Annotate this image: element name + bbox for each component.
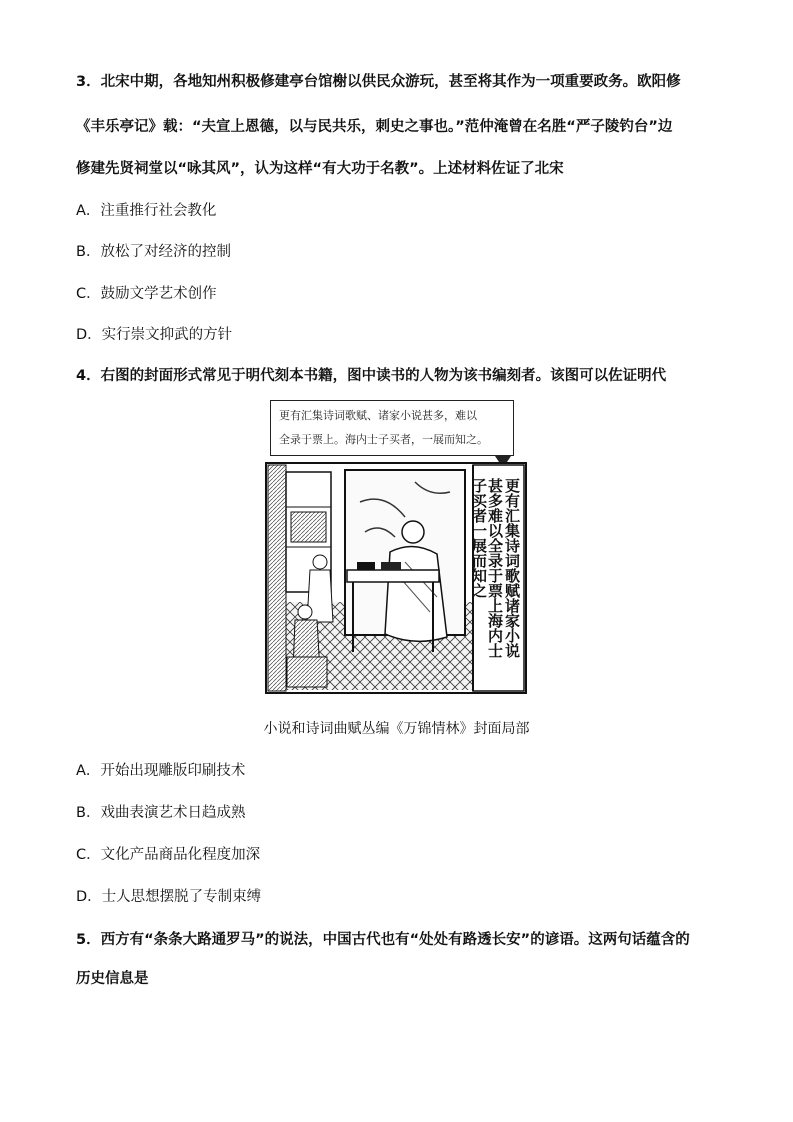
woodcut-column-1: 更有汇集诗词歌赋诸家小说 <box>503 478 521 658</box>
q4-option-a: A．开始出现雕版印刷技术 <box>76 763 246 779</box>
bubble-line-1: 更有汇集诗词歌赋、诸家小说甚多，难以 <box>279 409 477 422</box>
q4-option-b: B．戏曲表演艺术日趋成熟 <box>76 805 246 821</box>
figure-caption: 小说和诗词曲赋丛编《万锦情林》封面局部 <box>263 721 530 737</box>
q4-stem-line-1: 4．右图的封面形式常见于明代刻本书籍，图中读书的人物为该书编刻者。该图可以佐证明代 <box>76 368 667 384</box>
speech-bubble <box>270 400 514 456</box>
q3-option-a: A．注重推行社会教化 <box>76 203 217 219</box>
q3-stem-line-3: 修建先贤祠堂以“咏其风”，认为这样“有大功于名教”。上述材料佐证了北宋 <box>76 161 564 177</box>
q3-option-b: B．放松了对经济的控制 <box>76 244 231 260</box>
book-cover-figure <box>265 400 527 694</box>
q4-option-d: D．士人思想摆脱了专制束缚 <box>76 889 262 905</box>
woodcut-column-3: 子买者一展而知之 <box>470 478 488 598</box>
woodcut-illustration <box>265 462 527 694</box>
q3-stem-line-2: 《丰乐亭记》载：“夫宣上恩德，以与民共乐，刺史之事也。”范仲淹曾在名胜“严子陵钓台”边 <box>76 119 673 135</box>
woodcut-column-2: 甚多难以全录于票上海内士 <box>486 478 504 658</box>
q5-stem-line-2: 历史信息是 <box>76 971 149 987</box>
q3-option-d: D．实行崇文抑武的方针 <box>76 327 233 343</box>
q3-stem-line-1: 3．北宋中期，各地知州积极修建亭台馆榭以供民众游玩，甚至将其作为一项重要政务。欧阳修 <box>76 74 681 90</box>
q5-stem-line-1: 5．西方有“条条大路通罗马”的说法，中国古代也有“处处有路透长安”的谚语。这两句话蕴含的 <box>76 932 690 948</box>
bubble-line-2: 全录于票上。海内士子买者，一展而知之。 <box>279 433 488 446</box>
q3-option-c: C．鼓励文学艺术创作 <box>76 286 217 302</box>
q4-option-c: C．文化产品商品化程度加深 <box>76 847 261 863</box>
